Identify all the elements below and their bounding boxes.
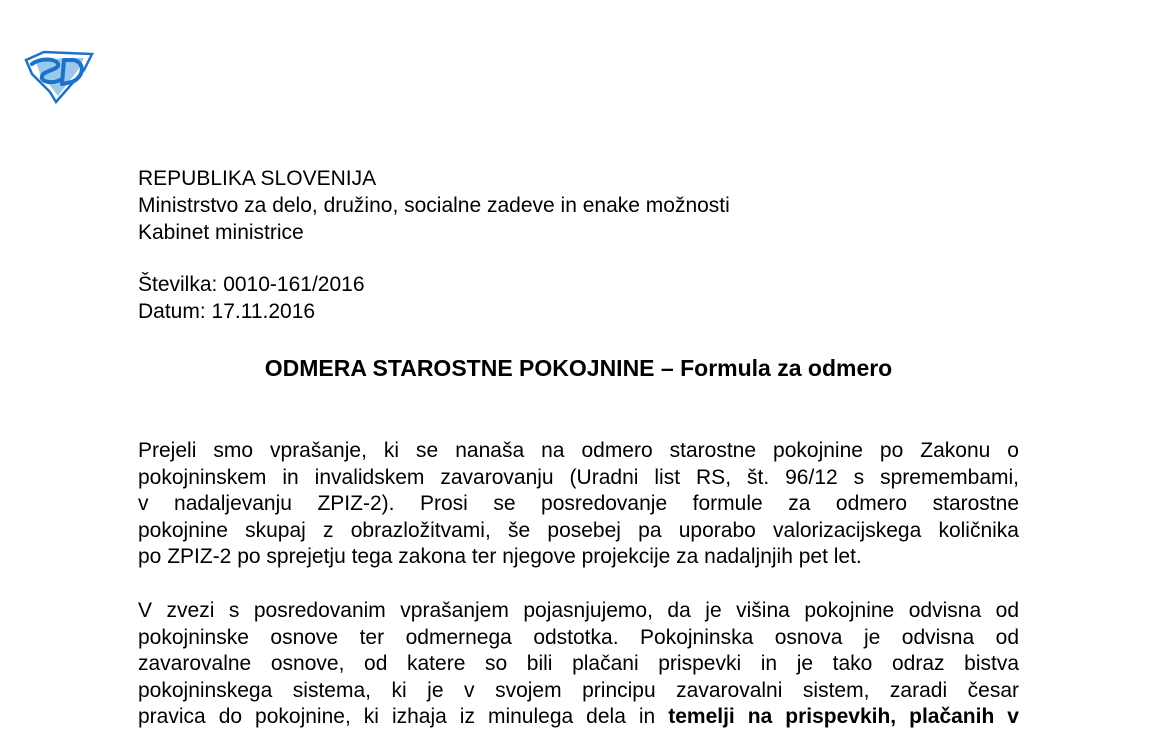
ministry-name: Ministrstvo za delo, družino, socialne zadeve in enake možnosti: [138, 194, 730, 217]
paragraph-line: po ZPIZ-2 po sprejetju tega zakona ter njegove projekcije za nadaljnjih pet let.: [138, 545, 862, 569]
paragraph-emphasis: temelji na prispevkih, plačanih v: [668, 705, 1019, 729]
letterhead: [138, 165, 730, 246]
paragraph-line: Prejeli smo vprašanje, ki se nanaša na odmero starostne pokojnine po Zakonu o: [138, 439, 1019, 462]
document-date: Datum: 17.11.2016: [138, 300, 316, 323]
paragraph-line: pokojnine skupaj z obrazložitvami, še posebej pa uporabo valorizacijskega količnika: [138, 518, 1019, 542]
cabinet-name: Kabinet ministrice: [138, 221, 304, 244]
paragraph-2: [138, 598, 1019, 731]
document-meta: [138, 271, 365, 325]
document-number: Številka: 0010-161/2016: [138, 273, 365, 296]
paragraph-line: V zvezi s posredovanim vprašanjem pojasnjujemo, da je višina pokojnine odvisna od: [138, 599, 1019, 622]
paragraph-text: pravica do pokojnine, ki izhaja iz minulega dela in: [138, 705, 656, 729]
paragraph-line: pokojninskega sistema, ki je v svojem principu zavarovalni sistem, zaradi česar: [138, 678, 1019, 702]
paragraph-1: [138, 438, 1019, 571]
logo: [22, 48, 96, 104]
republic-name: REPUBLIKA SLOVENIJA: [138, 167, 377, 190]
paragraph-line: zavarovalne osnove, od katere so bili plačani prispevki in je tako odraz bistva: [138, 652, 1019, 676]
paragraph-line: pokojninske osnove ter odmernega odstotka. Pokojninska osnova je odvisna od: [138, 625, 1019, 649]
paragraph-line-mixed: [138, 704, 1019, 731]
paragraph-line: v nadaljevanju ZPIZ-2). Prosi se posredovanje formule za odmero starostne: [138, 492, 1019, 516]
ministry-logo-icon: [22, 48, 96, 104]
paragraph-line: pokojninskem in invalidskem zavarovanju (Uradni list RS, št. 96/12 s spremembami,: [138, 465, 1019, 489]
document-title: ODMERA STAROSTNE POKOJNINE – Formula za odmero: [264, 355, 893, 381]
